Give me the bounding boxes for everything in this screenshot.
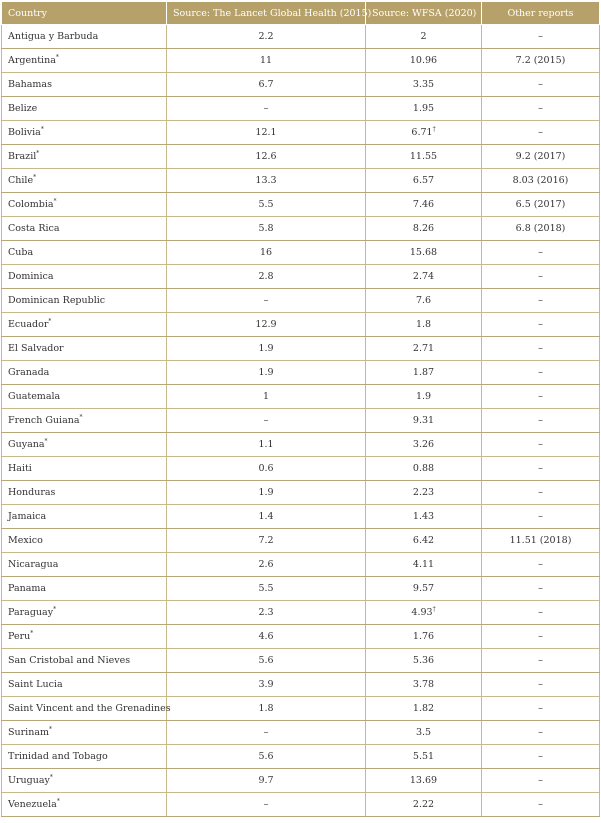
cell-country: [2, 769, 167, 793]
wfsa-value: 1.43: [412, 511, 435, 522]
cell-other: –: [482, 625, 600, 649]
table-row: [2, 721, 600, 745]
wfsa-value: 5.36: [412, 655, 435, 666]
wfsa-value: 2.23: [412, 487, 435, 498]
cell-other: 6.5 (2017): [482, 193, 600, 217]
table-row: [2, 769, 600, 793]
header-row: [2, 2, 600, 25]
cell-other: –: [482, 265, 600, 289]
cell-other: –: [482, 289, 600, 313]
cell-wfsa: [366, 553, 482, 577]
country-name: Dominica: [8, 271, 54, 282]
country-name: Peru: [8, 631, 31, 642]
cell-country: [2, 73, 167, 97]
cell-country: [2, 121, 167, 145]
table-row: [2, 97, 600, 121]
cell-country: [2, 577, 167, 601]
cell-wfsa: [366, 625, 482, 649]
wfsa-value: 1.87: [412, 367, 435, 378]
footnote-mark: *: [53, 197, 57, 205]
cell-lancet: 12.6: [167, 145, 366, 169]
wfsa-value: 1.95: [412, 103, 435, 114]
cell-other: –: [482, 313, 600, 337]
cell-lancet: 1.1: [167, 433, 366, 457]
cell-country: [2, 433, 167, 457]
cell-country: [2, 697, 171, 721]
table-row: [2, 505, 600, 529]
wfsa-value: 6.57: [412, 175, 435, 186]
country-name: Venezuela: [8, 799, 57, 810]
footnote-mark: *: [56, 797, 60, 805]
country-name: Granada: [8, 367, 50, 378]
cell-lancet: 1.9: [167, 337, 366, 361]
table-row: [2, 481, 600, 505]
cell-other: –: [482, 481, 600, 505]
wfsa-value: 2.71: [412, 343, 435, 354]
footnote-mark: *: [79, 413, 83, 421]
cell-wfsa: [366, 25, 482, 49]
wfsa-value: 3.26: [412, 439, 435, 450]
cell-country: [2, 601, 167, 625]
cell-lancet: 12.1: [167, 121, 366, 145]
wfsa-value: 6.71: [411, 127, 433, 138]
table-row: [2, 265, 600, 289]
footnote-mark: *: [40, 125, 44, 133]
country-name: Mexico: [8, 535, 43, 546]
country-name: Ecuador: [8, 319, 49, 330]
country-name: Haiti: [8, 463, 32, 474]
country-name: Guatemala: [8, 391, 61, 402]
cell-lancet: 2.8: [167, 265, 366, 289]
cell-wfsa: [366, 265, 482, 289]
table-row: [2, 697, 600, 721]
country-name: Colombia: [8, 199, 54, 210]
table-body: [2, 25, 600, 817]
country-name: Chile: [8, 175, 34, 186]
cell-lancet: 1.4: [167, 505, 366, 529]
footnote-mark: *: [48, 317, 52, 325]
table-row: [2, 361, 600, 385]
country-name: Saint Lucia: [8, 679, 63, 690]
table-row: [2, 409, 600, 433]
country-name: Bolivia: [8, 127, 41, 138]
cell-wfsa: [366, 337, 482, 361]
country-name: Paraguay: [8, 607, 54, 618]
cell-country: [2, 337, 167, 361]
cell-other: –: [482, 73, 600, 97]
cell-country: [2, 25, 167, 49]
wfsa-value: 7.46: [412, 199, 435, 210]
footnote-mark: †: [432, 125, 436, 133]
cell-lancet: 3.9: [167, 673, 366, 697]
country-name: Saint Vincent and the Grenadines: [8, 703, 171, 714]
cell-wfsa: [366, 529, 482, 553]
cell-country: [2, 265, 167, 289]
cell-wfsa: [366, 49, 482, 73]
wfsa-value: 15.68: [409, 247, 438, 258]
wfsa-value: 1.76: [412, 631, 435, 642]
table-row: [2, 457, 600, 481]
country-name: Uruguay: [8, 775, 50, 786]
cell-wfsa: [366, 169, 482, 193]
cell-country: [2, 481, 167, 505]
cell-wfsa: [366, 97, 482, 121]
cell-other: 9.2 (2017): [482, 145, 600, 169]
table-row: [2, 241, 600, 265]
wfsa-value: 1.8: [415, 319, 432, 330]
cell-other: –: [482, 25, 600, 49]
cell-other: 7.2 (2015): [482, 49, 600, 73]
footnote-mark: *: [36, 149, 40, 157]
cell-country: [2, 313, 167, 337]
cell-wfsa: [366, 289, 482, 313]
table-row: [2, 649, 600, 673]
cell-wfsa: [366, 673, 482, 697]
country-name: El Salvador: [8, 343, 64, 354]
table-row: [2, 313, 600, 337]
cell-lancet: 1: [167, 385, 366, 409]
cell-country: [2, 49, 167, 73]
cell-lancet: 2.2: [167, 25, 366, 49]
table-row: [2, 169, 600, 193]
cell-other: –: [482, 241, 600, 265]
country-name: Surinam: [8, 727, 49, 738]
footnote-mark: *: [49, 725, 52, 733]
cell-lancet: 2.6: [167, 553, 366, 577]
wfsa-value: 2.22: [412, 799, 435, 810]
wfsa-value: 10.96: [409, 55, 438, 66]
cell-country: [2, 793, 167, 817]
country-name: Jamaica: [8, 511, 47, 522]
cell-wfsa: [366, 457, 482, 481]
wfsa-value: 13.69: [409, 775, 438, 786]
cell-country: [2, 553, 167, 577]
cell-other: –: [482, 361, 600, 385]
table-row: [2, 625, 600, 649]
table-row: [2, 193, 600, 217]
cell-lancet: 5.8: [167, 217, 366, 241]
cell-wfsa: [366, 769, 482, 793]
country-name: Guyana: [8, 439, 45, 450]
country-name: Antigua y Barbuda: [8, 31, 99, 42]
cell-country: [2, 649, 167, 673]
cell-other: –: [482, 337, 600, 361]
cell-lancet: 12.9: [167, 313, 366, 337]
table-row: [2, 73, 600, 97]
cell-lancet: 4.6: [167, 625, 366, 649]
header-lancet: Source: The Lancet Global Health (2015): [167, 2, 366, 25]
table-row: [2, 745, 600, 769]
cell-wfsa: [366, 409, 482, 433]
cell-other: –: [482, 121, 600, 145]
cell-other: –: [482, 673, 600, 697]
cell-country: [2, 745, 167, 769]
cell-country: [2, 361, 167, 385]
wfsa-value: 3.35: [412, 79, 435, 90]
cell-other: –: [482, 793, 600, 817]
footnote-mark: *: [30, 629, 34, 637]
cell-other: –: [482, 505, 600, 529]
cell-lancet: 9.7: [167, 769, 366, 793]
cell-other: –: [482, 433, 600, 457]
header-other: Other reports: [482, 2, 600, 25]
country-name: San Cristobal and Nieves: [8, 655, 131, 666]
cell-country: [2, 217, 167, 241]
cell-country: [2, 409, 167, 433]
table-row: [2, 121, 600, 145]
cell-lancet: 1.9: [167, 361, 366, 385]
cell-country: [2, 625, 167, 649]
country-name: Honduras: [8, 487, 56, 498]
cell-other: –: [482, 409, 600, 433]
cell-country: [2, 505, 167, 529]
cell-other: –: [482, 553, 600, 577]
footnote-mark: *: [49, 773, 53, 781]
cell-wfsa: [366, 721, 482, 745]
cell-wfsa: [366, 505, 482, 529]
country-name: Cuba: [8, 247, 34, 258]
wfsa-value: 11.55: [409, 151, 438, 162]
table-row: [2, 577, 600, 601]
cell-other: –: [482, 385, 600, 409]
wfsa-value: 1.82: [412, 703, 435, 714]
cell-lancet: 5.6: [167, 649, 366, 673]
wfsa-value: 7.6: [415, 295, 432, 306]
cell-other: –: [482, 649, 600, 673]
cell-wfsa: [366, 361, 482, 385]
cell-lancet: 16: [167, 241, 366, 265]
table-row: [2, 25, 600, 49]
cell-lancet: 5.5: [167, 193, 366, 217]
country-name: French Guiana: [8, 415, 80, 426]
table-row: [2, 49, 600, 73]
cell-wfsa: [366, 601, 482, 625]
cell-wfsa: [366, 73, 482, 97]
cell-lancet: 2.3: [167, 601, 366, 625]
footnote-mark: *: [33, 173, 37, 181]
table-row: [2, 145, 600, 169]
cell-other: –: [482, 769, 600, 793]
cell-lancet: 13.3: [167, 169, 366, 193]
country-name: Costa Rica: [8, 223, 60, 234]
cell-wfsa: [366, 385, 482, 409]
wfsa-value: 6.42: [412, 535, 435, 546]
cell-other: –: [482, 457, 600, 481]
cell-other: –: [482, 577, 600, 601]
wfsa-value: 4.93: [411, 607, 433, 618]
cell-wfsa: [366, 193, 482, 217]
table-row: [2, 793, 600, 817]
table-row: [2, 289, 600, 313]
country-name: Argentina: [8, 55, 56, 66]
cell-lancet: 11: [167, 49, 366, 73]
wfsa-value: 2.74: [412, 271, 435, 282]
cell-other: –: [482, 721, 600, 745]
country-name: Belize: [8, 103, 38, 114]
table-row: [2, 673, 600, 697]
cell-country: [2, 97, 167, 121]
cell-country: [2, 457, 167, 481]
country-name: Bahamas: [8, 79, 52, 90]
cell-wfsa: [366, 649, 482, 673]
cell-country: [2, 721, 167, 745]
cell-wfsa: [366, 481, 482, 505]
cell-other: –: [482, 601, 600, 625]
table-row: [2, 337, 600, 361]
cell-lancet: 6.7: [167, 73, 366, 97]
wfsa-value: 9.57: [412, 583, 435, 594]
cell-wfsa: [366, 793, 482, 817]
cell-wfsa: [366, 241, 482, 265]
cell-wfsa: [366, 697, 482, 721]
country-name: Nicaragua: [8, 559, 59, 570]
data-table: [1, 1, 600, 817]
cell-wfsa: [366, 313, 482, 337]
wfsa-value: 1.9: [415, 391, 432, 402]
country-name: Trinidad and Tobago: [8, 751, 108, 762]
cell-lancet: 5.5: [167, 577, 366, 601]
footnote-mark: *: [53, 605, 57, 613]
cell-other: 8.03 (2016): [482, 169, 600, 193]
cell-lancet: –: [167, 97, 366, 121]
cell-other: –: [482, 97, 600, 121]
wfsa-value: 9.31: [412, 415, 435, 426]
cell-country: [2, 289, 167, 313]
cell-lancet: 0.6: [167, 457, 366, 481]
cell-lancet: 1.9: [167, 481, 366, 505]
cell-other: 6.8 (2018): [482, 217, 600, 241]
country-name: Dominican Republic: [8, 295, 106, 306]
cell-lancet: –: [167, 409, 366, 433]
table-row: [2, 217, 600, 241]
cell-wfsa: [366, 121, 482, 145]
wfsa-value: 3.78: [412, 679, 435, 690]
wfsa-value: 4.11: [412, 559, 435, 570]
table-row: [2, 601, 600, 625]
wfsa-value: 5.51: [412, 751, 435, 762]
footnote-mark: *: [44, 437, 48, 445]
cell-other: 11.51 (2018): [482, 529, 600, 553]
table-header: [2, 2, 600, 25]
cell-country: [2, 145, 167, 169]
cell-wfsa: [366, 217, 482, 241]
footnote-mark: *: [55, 53, 59, 61]
wfsa-value: 0.88: [412, 463, 435, 474]
country-name: Panama: [8, 583, 47, 594]
cell-country: [2, 241, 167, 265]
cell-lancet: 7.2: [167, 529, 366, 553]
cell-wfsa: [366, 577, 482, 601]
table-row: [2, 529, 600, 553]
cell-lancet: 1.8: [167, 697, 366, 721]
table-row: [2, 385, 600, 409]
cell-other: –: [482, 745, 600, 769]
wfsa-value: 2: [420, 31, 427, 42]
cell-wfsa: [366, 745, 482, 769]
cell-country: [2, 529, 167, 553]
cell-other: –: [482, 697, 600, 721]
cell-lancet: 5.6: [167, 745, 366, 769]
cell-country: [2, 385, 167, 409]
cell-lancet: –: [167, 793, 366, 817]
cell-wfsa: [366, 433, 482, 457]
cell-lancet: –: [167, 289, 366, 313]
header-country: Country: [2, 2, 167, 25]
table-row: [2, 433, 600, 457]
header-wfsa: Source: WFSA (2020): [366, 2, 482, 25]
footnote-mark: †: [432, 605, 436, 613]
country-name: Brazil: [8, 151, 37, 162]
wfsa-value: 8.26: [412, 223, 435, 234]
table-row: [2, 553, 600, 577]
cell-wfsa: [366, 145, 482, 169]
cell-lancet: –: [167, 721, 366, 745]
cell-country: [2, 169, 167, 193]
cell-country: [2, 673, 167, 697]
wfsa-value: 3.5: [415, 727, 432, 738]
cell-country: [2, 193, 167, 217]
